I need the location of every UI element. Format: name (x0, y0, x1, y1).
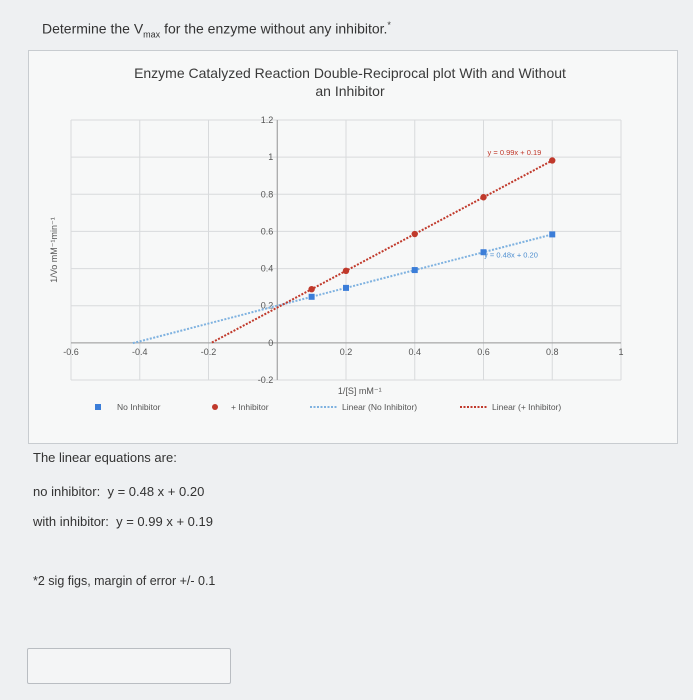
y-tick-label: -0.2 (257, 375, 274, 385)
no-inhibitor-equation (33, 484, 204, 499)
legend-label-linear-inhibitor: Linear (+ Inhibitor) (492, 402, 562, 412)
x-tick-label: -0.2 (200, 346, 217, 357)
equations-intro: The linear equations are: (33, 450, 177, 465)
x-tick-label: -0.6 (63, 346, 79, 357)
x-tick-label: 1 (618, 346, 624, 357)
question-subscript: max (143, 29, 161, 40)
x-tick-label: 0.8 (545, 346, 559, 357)
equation-label-inhibitor: y = 0.99x + 0.19 (487, 148, 542, 158)
data-point-inhibitor (549, 157, 555, 163)
y-axis-title: 1/Vo mM⁻¹min⁻¹ (49, 217, 59, 283)
required-marker: * (387, 20, 391, 30)
x-tick-label: 0.4 (408, 346, 422, 357)
y-tick-label: 0.2 (260, 300, 274, 311)
y-tick-label: 1 (268, 152, 274, 163)
legend-label-no-inhibitor: No Inhibitor (117, 402, 161, 412)
y-tick-label: 0 (268, 337, 274, 348)
y-tick-label: 1.2 (260, 115, 274, 125)
sig-figs-note: *2 sig figs, margin of error +/- 0.1 (33, 574, 216, 588)
double-reciprocal-chart (28, 50, 676, 442)
y-tick-label: 0.8 (260, 189, 274, 200)
with-inhibitor-equation (33, 514, 213, 529)
question-prefix: Determine the V (42, 20, 144, 37)
chart-title-line1: Enzyme Catalyzed Reaction Double-Reciprocal plot With and Without (134, 65, 566, 81)
x-tick-label: -0.4 (131, 346, 148, 357)
question-suffix: for the enzyme without any inhibitor. (160, 20, 388, 37)
data-point-inhibitor (412, 231, 418, 237)
chart-title-line2: an Inhibitor (315, 83, 385, 99)
no-inhibitor-eq-value: y = 0.48 x + 0.20 (107, 484, 205, 499)
x-axis-title: 1/[S] mM⁻¹ (337, 386, 382, 396)
data-point-no-inhibitor (309, 294, 315, 300)
with-inhibitor-label: with inhibitor: (33, 514, 109, 529)
x-tick-label: 0.6 (477, 346, 490, 357)
data-point-inhibitor (343, 268, 349, 274)
data-point-no-inhibitor (412, 267, 418, 273)
legend-label-linear-no-inhibitor: Linear (No Inhibitor) (342, 402, 418, 412)
data-point-no-inhibitor (549, 231, 555, 237)
equation-label-no-inhibitor: y = 0.48x + 0.20 (484, 250, 538, 260)
legend-label-inhibitor: + Inhibitor (231, 402, 269, 412)
legend-marker-inhibitor (212, 404, 218, 410)
no-inhibitor-label: no inhibitor: (33, 484, 101, 499)
data-point-no-inhibitor (343, 285, 349, 291)
with-inhibitor-eq-value: y = 0.99 x + 0.19 (116, 514, 213, 529)
y-tick-label: 0.4 (260, 263, 274, 274)
data-point-inhibitor (308, 286, 314, 292)
legend-marker-no-inhibitor (95, 404, 101, 410)
y-tick-label: 0.6 (260, 226, 274, 237)
answer-input[interactable] (27, 648, 231, 684)
x-tick-label: 0.2 (339, 346, 353, 357)
question-text (42, 20, 391, 39)
data-point-inhibitor (480, 194, 486, 200)
